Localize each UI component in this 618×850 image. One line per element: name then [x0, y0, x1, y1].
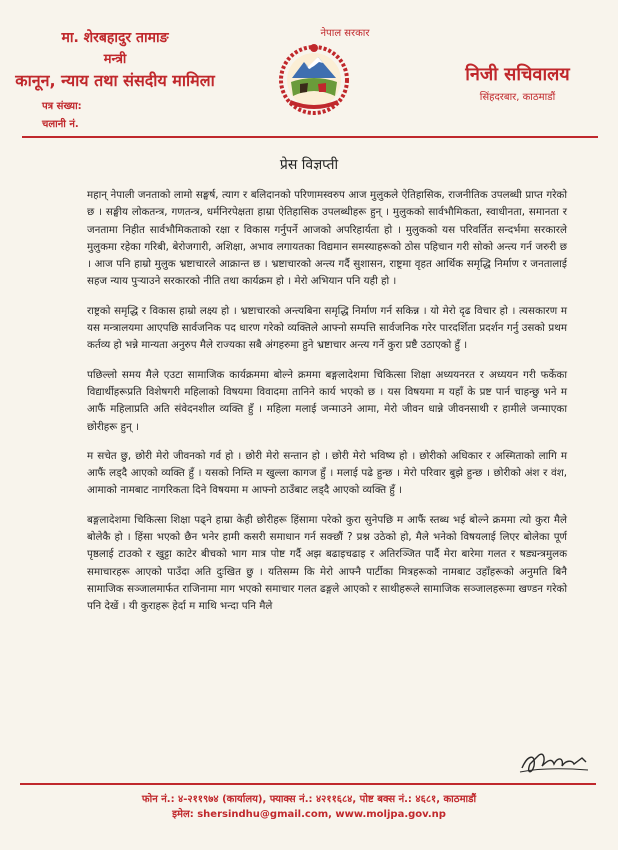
reference-block [42, 98, 82, 134]
government-label: नेपाल सरकार [320, 28, 370, 39]
document-title: प्रेस विज्ञप्ती [279, 157, 339, 173]
document-body [87, 187, 567, 628]
body-paragraph: राष्ट्रको समृद्धि र विकास हाम्रो लक्ष्य हो । भ्रष्टाचारको अन्त्यबिना समृद्धि निर्माण गर्न सकिन्न । यो मेरो दृढ विचार हो । त्यसकारण म यस मन्त्रालयमा आएपछि सार्वजनिक पद धारण गरेको व्यक्तिले आफ्नो सम्पत्ति सार्वजनिक गरेर पारदर्शिता प्रदर्शन गर्नु उसको प्रथम कर्तव्य हो भन्ने मान्यता अनुरुप मैले राज्यका सबै अंगहरुमा हुने भ्रष्टाचार अन्त्य गर्ने कुरा प्रष्टै उठाएको हुँ । [87, 304, 567, 352]
body-paragraph: पछिल्लो समय मैले एउटा सामाजिक कार्यक्रममा बोल्ने क्रममा बङ्गलादेशमा चिकित्सा शिक्षा अध्ययनरत र अध्ययन गरी फर्केका विद्यार्थीहरूप्रति विशेषगरी महिलाको विषयमा विवादमा तानिने कार्य भएको छ । यस विषयमा म यहाँ के प्रष्ट पार्न चाहन्छु भने म आफैं महिलाप्रति अति संवेदनशील व्यक्ति हुँ । महिला मलाई जन्माउने आमा, मेरो जीवन धान्ने जीवनसाथी र हामीले जन्माएका छोरीहरू हुन् । [87, 368, 567, 433]
body-paragraph: बङ्गलादेशमा चिकित्सा शिक्षा पढ्ने हाम्रा केही छोरीहरू हिंसामा परेको कुरा सुनेपछि म आफैं स्तब्ध भई बोल्ने क्रममा त्यो कुरा मैले बोलेकै हो । हिंसा भएको छैन भनेर हामी कसरी समाधान गर्न सक्छौं ? प्रश्न उठेको हो, मैले भनेको विषयलाई लिएर बोलेका पूर्ण पृष्ठलाई टाउको र खुट्टा काटेर बीचको भाग मात्र पोष्ट गर्दै अझ बढाइचढाइ र अतिरञ्जित पार्दै मेरा बारेमा गलत र षड्यन्त्रमुलक समाचारहरू आएको पाउँदा अति दुःखित छु । यतिसम्म कि मेरो आफ्नै पार्टीका मित्रहरूको नामबाट उहाँहरूको अनुमति बिनै सामाजिक सञ्जालमार्फत राजिनामा माग भएको समाचार गलत ढङ्गले आएको र साथीहरूले सामाजिक सञ्जालहरूमा खण्डन गरेको पनि देखें । यी कुराहरू हेर्दा म माथि भन्दा पनि मैले [87, 513, 567, 613]
footer-email: इमेल: shersindhu@gmail.com, www.moljpa.gov.np [172, 809, 446, 820]
footer-block [0, 792, 618, 822]
minister-block [0, 28, 230, 91]
header-divider [22, 136, 598, 138]
letter-number-label: पत्र संख्या: [42, 101, 82, 112]
body-paragraph: महान् नेपाली जनताको लामो सङ्घर्ष, त्याग र बलिदानको परिणामस्वरुप आज मुलुकले ऐतिहासिक, राजनीतिक उपलब्धी प्राप्त गरेको छ । सङ्घीय लोकतन्त्र, गणतन्त्र, धर्मनिरपेक्षता हाम्रा ऐतिहासिक उपलब्धीहरू हुन् । मुलुकको सार्वभौमिकता, स्वाधीनता, समानता र जनतामा निहीत सार्वभौमिकताको रक्षा र विकास गर्नुपर्ने आजको अपरिहार्यता हो । मुलुकको यस परिवर्तित सन्दर्भमा सरकारले मुलुकमा रहेका गरिबी, बेरोजगारी, अशिक्षा, अभाव लगायतका विद्यमान समस्याहरूको ठोस पहिचान गरी सोको अन्त्य गर्न जरुरी छ । आज पनि हाम्रो मुलुक भ्रष्टाचारले आक्रान्त छ । भ्रष्टाचारको अन्त्य गर्दै सुशासन, राष्ट्रमा वृहत आर्थिक समृद्धि निर्माण र जनतालाई सहज न्याय पुऱ्याउने सरकारको नीति तथा कार्यक्रम हो । मेरो अभियान पनि यही हो । [87, 189, 567, 288]
national-emblem-icon [278, 42, 350, 116]
secretariat-block [440, 62, 595, 103]
dispatch-number-label: चलानी नं. [42, 119, 79, 130]
body-paragraph: म सचेत छु, छोरी मेरो जीवनको गर्व हो । छोरी मेरो सन्तान हो । छोरी मेरो भविष्य हो । छोरीको अधिकार र अस्मिताको लागि म आफैं लड्दै आएको व्यक्ति हुँ । यसको निम्ति म खुल्ला कागज हुँ । मलाई पढे हुन्छ । मेरो परिवार बुझे हुन्छ । छोरीको अंश र वंश, आमाको नामबाट नागरिकता दिने विषयमा म आफ्नो ठाउँबाट लड्दै आएको व्यक्ति हुँ । [87, 449, 567, 497]
secretariat-address: सिंहदरबार, काठमाडौं [479, 92, 556, 103]
minister-post: मन्त्री [103, 52, 127, 67]
minister-name: मा. शेरबहादुर तामाङ [61, 30, 169, 46]
signature-image [518, 746, 590, 780]
ministry-name: कानून, न्याय तथा संसदीय मामिला [15, 71, 215, 90]
footer-contact: फोन नं.: ४-२११९७४ (कार्यालय), फ्याक्स नं.: ४२११६८४, पोष्ट बक्स नं.: ४६८१, काठमाडौं [141, 794, 477, 805]
footer-divider [20, 783, 596, 785]
secretariat-title: निजी सचिवालय [465, 64, 570, 85]
